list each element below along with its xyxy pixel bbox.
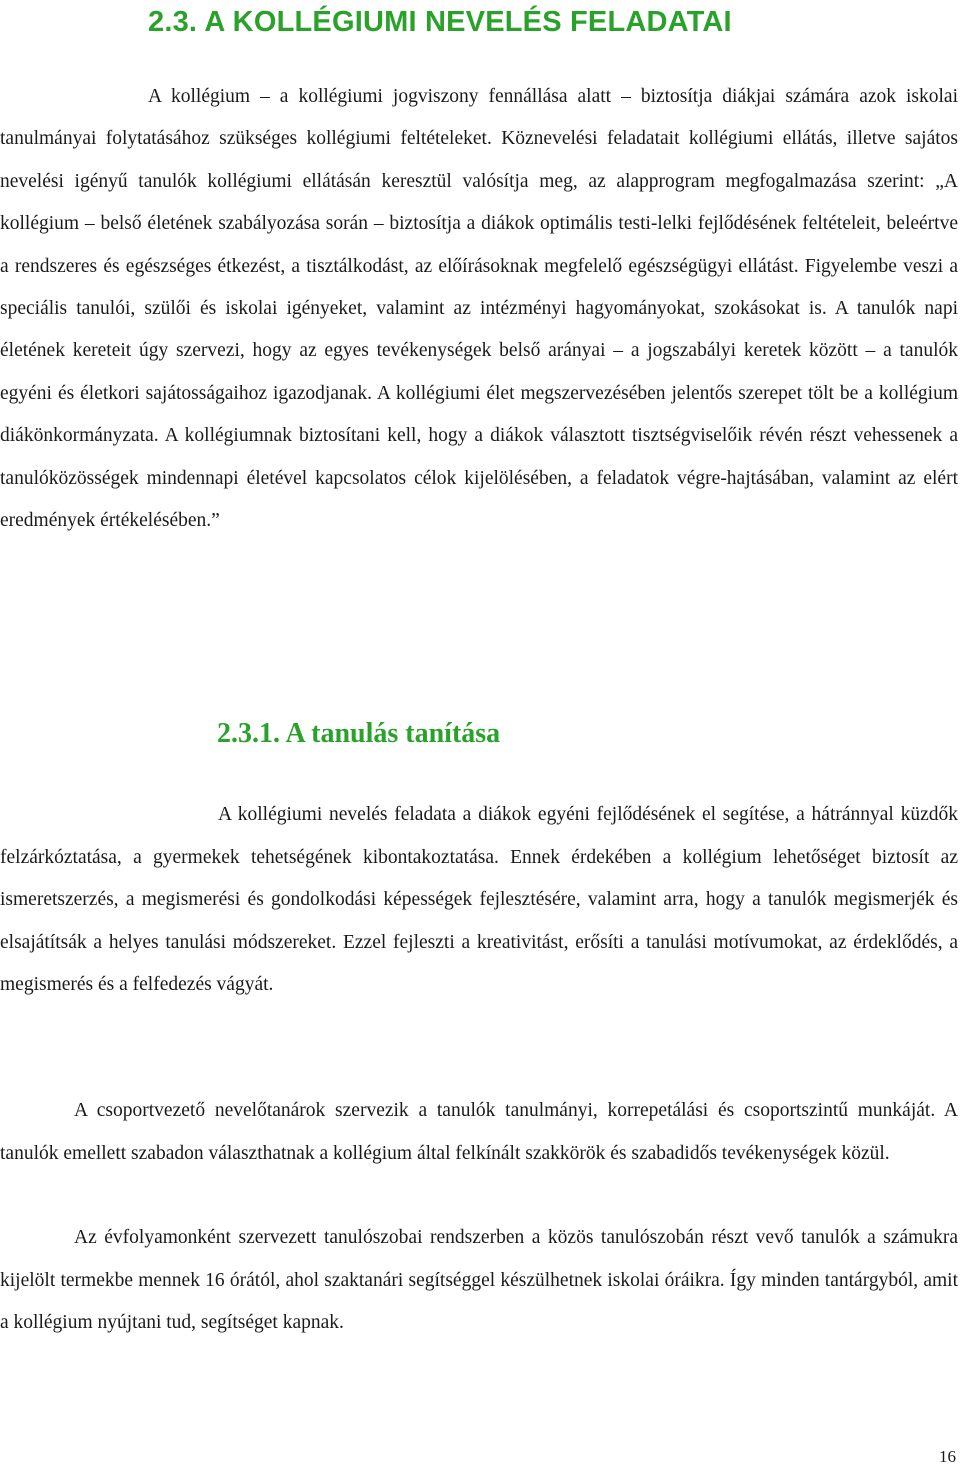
paragraph-group-leaders: A csoportvezető nevelőtanárok szervezik a tanulók tanulmányi, korrepetálási és csoportszintű munkáját. A tanulók emellett szabadon választhatnak a kollégium által felkínált szakkörök és szabadidős tevékenységek közül. (0, 1100, 958, 1164)
paragraph-intro: A kollégium – a kollégiumi jogviszony fennállása alatt – biztosítja diákjai számára azok iskolai tanulmányai folytatásához szükséges kollégiumi feltételeket. Köznevelési feladatait kollégiumi ellátás, illetve sajátos nevelési igényű tanulók kollégiumi ellátásán keresztül valósítja meg, az alapprogram megfogalmazása szerint: „A kollégium – belső életének szabályozása során – biztosítja a diákok optimális testi-lelki fejlődésének feltételeit, beleértve a rendszeres és egészséges étkezést, a tisztálkodást, az előírásoknak megfelelő egészségügyi ellátást. Figyelembe veszi a speciális tanulói, szülői és iskolai igényeket, valamint az intézményi hagyományokat, szokásokat is. A tanulók napi életének kereteit úgy szervezi, hogy az egyes tevékenységek belső arányai – a jogszabályi keretek között – a tanulók egyéni és életkori sajátosságaihoz igazodjanak. A kollégiumi élet megszervezésében jelentős szerepet tölt be a kollégium diákönkormányzata. A kollégiumnak biztosítani kell, hogy a diákok választott tisztségviselőik révén részt vehessenek a tanulóközösségek mindennapi életével kapcsolatos célok kijelölésében, a feladatok végre-hajtásában, valamint az elért eredmények értékelésében.” (0, 86, 958, 532)
paragraph-learning: A kollégiumi nevelés feladata a diákok egyéni fejlődésének el segítése, a hátránnyal küzdők felzárkóztatása, a gyermekek tehetségének kibontakoztatása. Ennek érdekében a kollégium lehetőséget biztosít az ismeretszerzés, a megismerési és gondolkodási képességek fejlesztésére, valamint arra, hogy a tanulók megismerjék és elsajátítsák a helyes tanulási módszereket. Ezzel fejleszti a kreativitást, erősíti a tanulási motívumokat, az érdeklődés, a megismerés és a felfedezés vágyát. (0, 804, 958, 996)
paragraph-study-room: Az évfolyamonként szervezett tanulószobai rendszerben a közös tanulószobán részt vevő tanulók a számukra kijelölt termekbe mennek 16 órától, ahol szaktanári segítséggel készülhetnek iskolai óráikra. Így minden tantárgyból, amit a kollégium nyújtani tud, segítséget kapnak. (0, 1227, 958, 1333)
section-heading: 2.3. A KOLLÉGIUMI NEVELÉS FELADATAI (148, 6, 732, 38)
subsection-heading: 2.3.1. A tanulás tanítása (217, 718, 501, 749)
page-number: 16 (939, 1447, 956, 1466)
